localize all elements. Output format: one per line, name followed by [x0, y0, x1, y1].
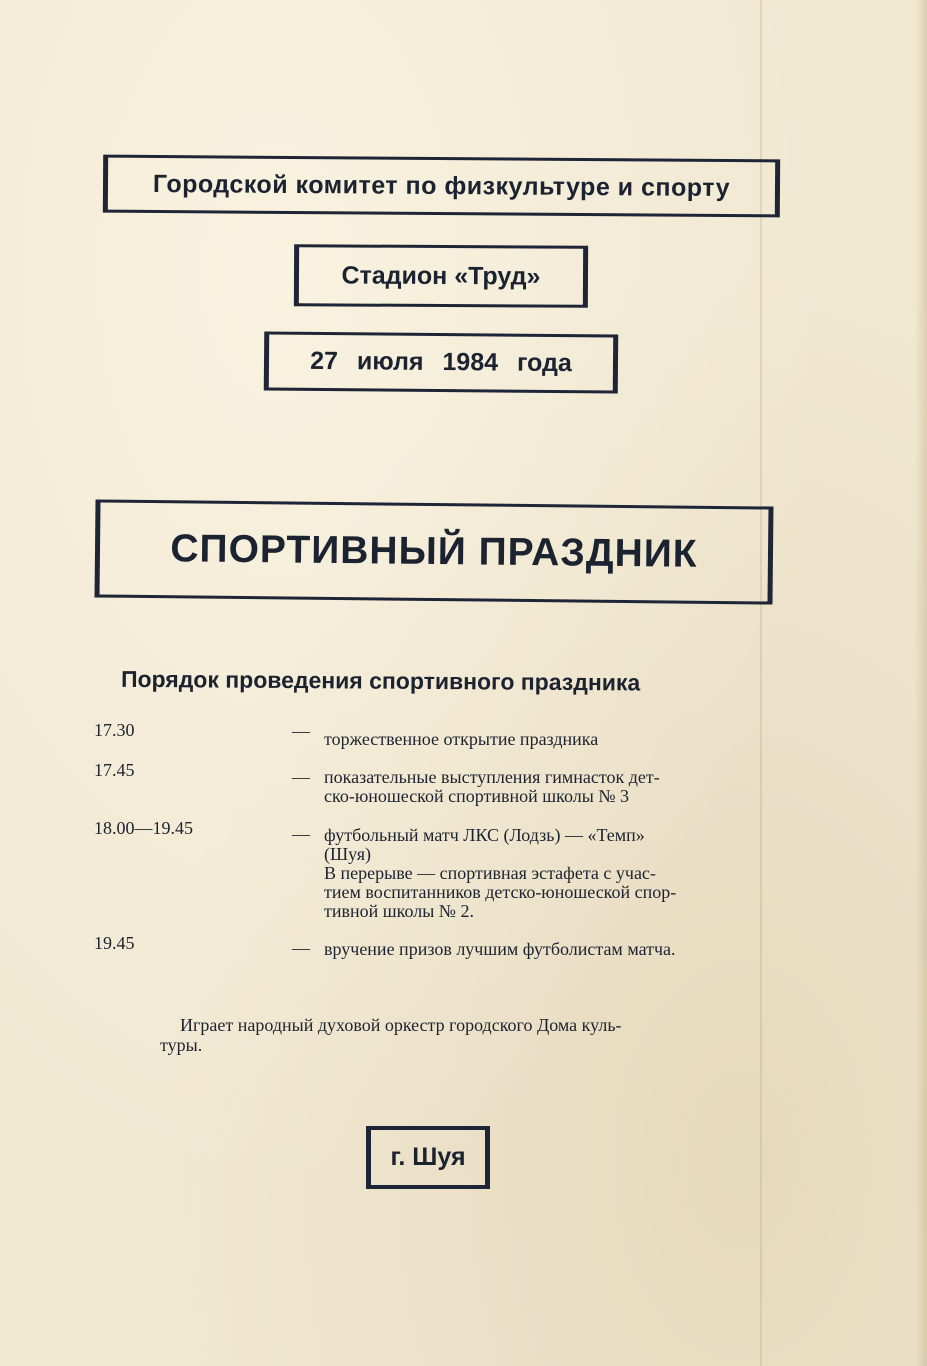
- description-line: (Шуя): [324, 844, 371, 864]
- description-line: ско-юношеской спортивной школы № 3: [324, 786, 629, 806]
- description-line: тием воспитанников детско-юношеской спор-: [324, 882, 677, 902]
- item-dash: —: [292, 721, 310, 741]
- committee-name: Городской комитет по физкультуре и спорту: [152, 169, 731, 202]
- item-dash: —: [292, 824, 310, 844]
- orchestra-note: [160, 1015, 762, 1055]
- item-time: 17.45: [94, 760, 135, 780]
- item-description: [324, 768, 768, 806]
- item-description: [324, 940, 768, 959]
- description-line: вручение призов лучшим футболистам матча.: [324, 939, 676, 959]
- schedule-heading: Порядок проведения спортивного праздника: [120, 665, 641, 696]
- item-dash: —: [292, 938, 310, 958]
- item-description: [324, 826, 768, 921]
- item-description: [324, 730, 768, 749]
- page-title: СПОРТИВНЫЙ ПРАЗДНИК: [170, 527, 698, 576]
- note-line: туры.: [160, 1035, 203, 1055]
- note-line: Играет народный духовой оркестр городского Дома куль-: [180, 1015, 622, 1035]
- item-time: 19.45: [94, 933, 135, 953]
- city-box: [366, 1126, 490, 1189]
- item-time: 17.30: [94, 720, 135, 740]
- description-line: тивной школы № 2.: [324, 901, 474, 921]
- description-line: торжественное открытие праздника: [324, 729, 599, 749]
- item-time: 18.00—19.45: [94, 818, 193, 838]
- item-dash: —: [292, 767, 310, 787]
- description-line: показательные выступления гимнасток дет-: [324, 767, 660, 787]
- event-date: 27 июля 1984 года: [310, 346, 572, 378]
- city-name: г. Шуя: [390, 1143, 466, 1171]
- description-line: футбольный матч ЛКС (Лодзь) — «Темп»: [324, 825, 645, 845]
- description-line: В перерыве — спортивная эстафета с учас-: [324, 863, 656, 883]
- stadium-name: Стадион «Труд»: [341, 260, 541, 291]
